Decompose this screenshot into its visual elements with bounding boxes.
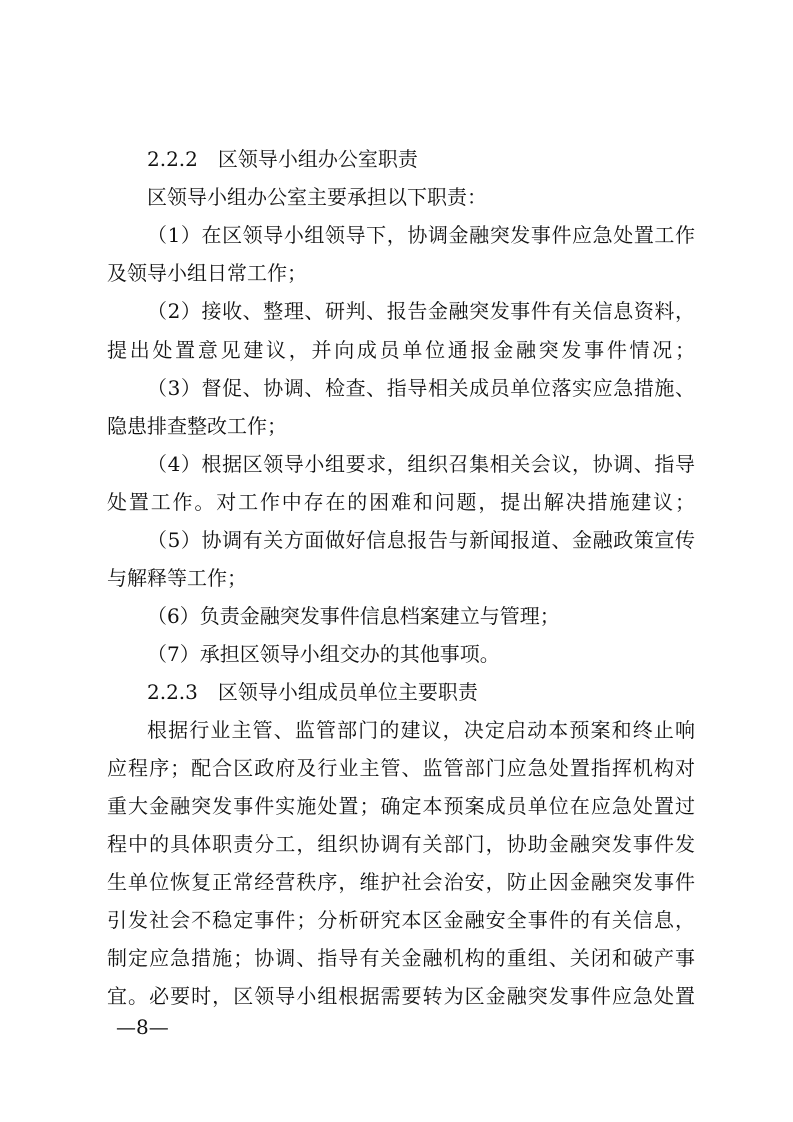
text-line: 区领导小组办公室主要承担以下职责： xyxy=(147,185,487,209)
text-line: （7）承担区领导小组交办的其他事项。 xyxy=(147,642,500,666)
text-line: 生单位恢复正常经营秩序，维护社会治安，防止因金融突发事件 xyxy=(107,870,695,894)
text-line: 制定应急措施；协调、指导有关金融机构的重组、关闭和破产事 xyxy=(107,946,695,970)
text-line: 应程序；配合区政府及行业主管、监管部门应急处置指挥机构对 xyxy=(107,756,695,780)
text-line: 隐患排查整改工作； xyxy=(107,414,287,438)
text-line: （6）负责金融突发事件信息档案建立与管理； xyxy=(147,604,560,628)
text-line: （3）督促、协调、检查、指导相关成员单位落实应急措施、 xyxy=(147,376,695,400)
page-number: —8— xyxy=(116,1015,169,1039)
text-line: （5）协调有关方面做好信息报告与新闻报道、金融政策宣传 xyxy=(147,528,695,552)
text-line: （4）根据区领导小组要求，组织召集相关会议，协调、指导 xyxy=(147,452,695,476)
text-line: 根据行业主管、监管部门的建议，决定启动本预案和终止响 xyxy=(147,718,695,742)
heading-2-2-2: 2.2.2 区领导小组办公室职责 xyxy=(147,147,418,171)
text-line: （2）接收、整理、研判、报告金融突发事件有关信息资料， xyxy=(147,299,695,323)
text-line: （1）在区领导小组领导下，协调金融突发事件应急处置工作 xyxy=(147,223,695,247)
text-line: 提出处置意见建议，并向成员单位通报金融突发事件情况； xyxy=(107,338,695,362)
text-line: 重大金融突发事件实施处置；确定本预案成员单位在应急处置过 xyxy=(107,794,695,818)
heading-2-2-3: 2.2.3 区领导小组成员单位主要职责 xyxy=(147,680,478,704)
text-line: 宜。必要时，区领导小组根据需要转为区金融突发事件应急处置 xyxy=(107,984,695,1008)
text-line: 引发社会不稳定事件；分析研究本区金融安全事件的有关信息， xyxy=(107,908,695,932)
text-line: 及领导小组日常工作； xyxy=(107,261,307,285)
text-line: 与解释等工作； xyxy=(107,566,247,590)
text-line: 程中的具体职责分工，组织协调有关部门，协助金融突发事件发 xyxy=(107,832,695,856)
text-line: 处置工作。对工作中存在的困难和问题，提出解决措施建议； xyxy=(107,490,695,514)
